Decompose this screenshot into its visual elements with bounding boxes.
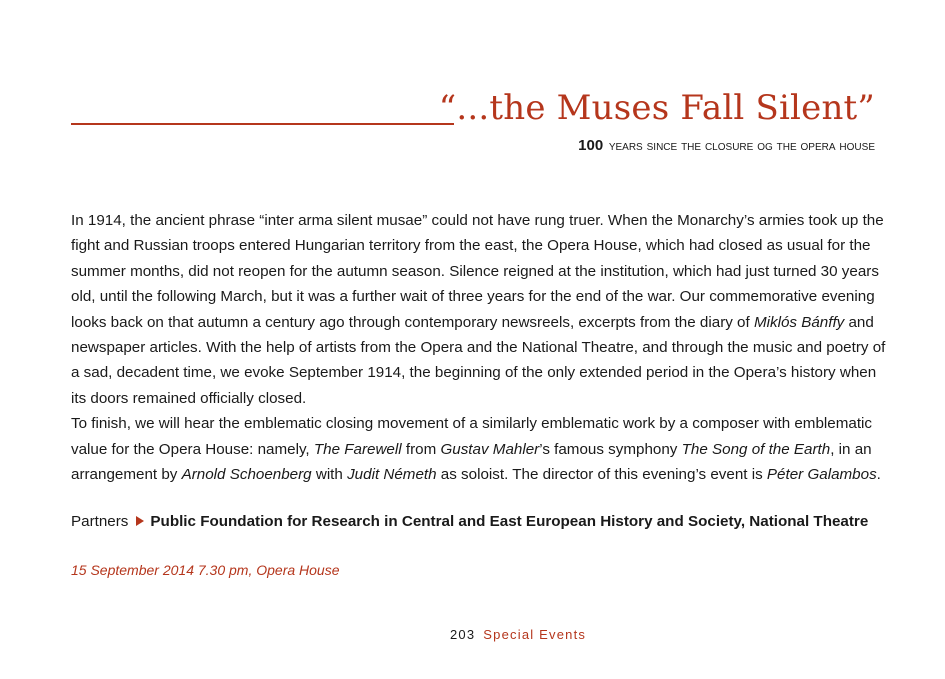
section-name: Special Events (483, 627, 587, 642)
p2-work-song: The Song of the Earth (681, 440, 831, 458)
p2-text-2: from (401, 440, 441, 458)
page-title: “...the Muses Fall Silent” (438, 88, 875, 128)
p1-name-banffy: Miklós Bánffy (753, 313, 845, 331)
page-number: 203 (450, 627, 476, 642)
event-date-venue: 15 September 2014 7.30 pm, Opera House (71, 562, 340, 578)
p2-name-galambos: Péter Galambos (766, 466, 877, 484)
p2-text-4: , in an arrangement by (71, 440, 872, 484)
paragraph-2 (71, 411, 886, 487)
page-footer (450, 627, 586, 642)
paragraph-1 (71, 208, 886, 411)
subtitle-text: years since the closure og the opera house (608, 137, 875, 153)
page-subtitle (578, 137, 875, 154)
title-rule (71, 123, 454, 125)
p1-text-2: and newspaper articles. With the help of artists from the Opera and the National Theatre, and through the music and poetry of a sad, decadent time, we evoke September 1914, the beginning of the only extended period in the Opera’s history when its doors remained officially closed. (71, 313, 886, 407)
partners-names: Public Foundation for Research in Central and East European History and Society, National Theatre (150, 513, 869, 530)
p2-text-5: with (311, 466, 348, 484)
p2-text-1: To finish, we will hear the emblematic closing movement of a similarly emblematic work by a composer with emblematic value for the Opera House: namely, (71, 415, 873, 458)
p2-name-schoenberg: Arnold Schoenberg (181, 466, 312, 484)
partners-label: Partners (71, 513, 129, 530)
p2-work-farewell: The Farewell (313, 440, 402, 458)
p2-text-3: ’s famous symphony (539, 440, 682, 458)
article-body (71, 208, 886, 487)
p2-name-nemeth: Judit Németh (347, 466, 437, 484)
subtitle-number: 100 (578, 137, 604, 154)
p2-name-mahler: Gustav Mahler (440, 440, 540, 458)
p2-text-7: . (876, 466, 881, 484)
p2-text-6: as soloist. The director of this evening’s event is (436, 466, 767, 484)
partners-line (71, 510, 868, 534)
triangle-arrow-icon (136, 516, 144, 526)
p1-text-1: In 1914, the ancient phrase “inter arma silent musae” could not have rung truer. When the Monarchy’s armies took up the fight and Russian troops entered Hungarian territory from the east, the Opera House, which had closed as usual for the summer months, did not reopen for the autumn season. Silence reigned at the institution, which had just turned 30 years old, until the following March, but it was a further wait of three years for the end of the war. Our commemorative evening looks back on that autumn a century ago through contemporary newsreels, excerpts from the diary of (71, 212, 884, 331)
